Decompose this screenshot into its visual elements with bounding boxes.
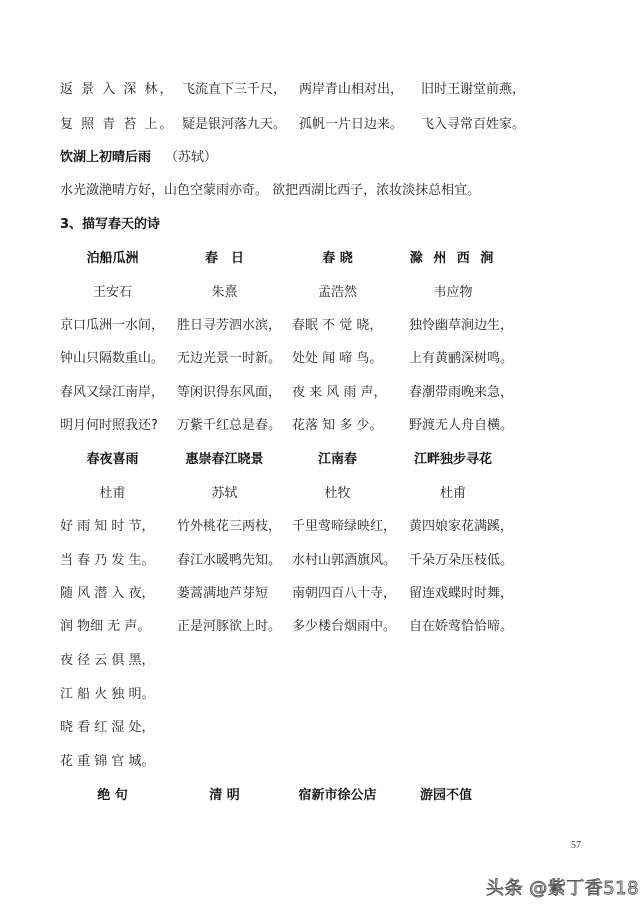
- poem-author: 杜甫: [439, 486, 466, 501]
- poem-author: 孟浩然: [317, 285, 357, 300]
- poem-line: 处处 闻 啼 鸟。: [292, 351, 383, 366]
- poem-line: 孤帆一片日边来。: [299, 117, 404, 132]
- poem-title: 江南春: [317, 452, 357, 467]
- poem-line: 旧时王谢堂前燕，: [421, 82, 526, 97]
- poem-line: 返 景 入 深 林，: [60, 82, 175, 97]
- poem-title: 惠崇春江晓景: [185, 452, 264, 467]
- poem-line: 上有黄鹂深树鸣。: [409, 351, 514, 366]
- poem-author: （苏轼）: [165, 150, 218, 165]
- poem-line: 独怜幽草涧边生，: [409, 318, 514, 333]
- poem-line: 千朵万朵压枝低。: [409, 553, 514, 568]
- poem-line: 花落 知 多 少。: [292, 418, 383, 433]
- poem-line: 春潮带雨晚来急，: [409, 385, 514, 400]
- poem-title: 饮湖上初晴后雨: [60, 150, 152, 165]
- poem-author: 王安石: [92, 285, 132, 300]
- poem-line: 润 物细 无 声。: [60, 619, 151, 634]
- poem-line: 水村山郭酒旗风。: [292, 553, 397, 568]
- poem-author: 苏轼: [211, 486, 238, 501]
- poem-line: 好 雨 知 时 节，: [60, 519, 155, 534]
- poem-line: 飞流直下三千尺，: [182, 82, 287, 97]
- poem-line: 晓 看 红 湿 处，: [60, 720, 155, 735]
- poem-title: 泊船瓜洲: [86, 251, 139, 266]
- poem-line: 春风又绿江南岸，: [60, 385, 165, 400]
- poem-line: 夜 来 风 雨 声，: [292, 385, 387, 400]
- poem-text: 水光潋滟晴方好，山色空蒙雨亦奇。 欲把西湖比西子，浓妆淡抹总相宜。: [60, 183, 481, 198]
- poem-line: 南朝四百八十寺，: [292, 586, 397, 601]
- poem-title: 宿新市徐公店: [298, 788, 377, 803]
- poem-line: 无边光景一时新。: [177, 351, 282, 366]
- section-heading: 3、描写春天的诗: [60, 217, 161, 232]
- poem-line: 当 春 乃 发 生。: [60, 553, 155, 568]
- poem-title: 绝 句: [97, 788, 128, 803]
- poem-line: 野渡无人舟自横。: [409, 418, 514, 433]
- poem-line: 留连戏蝶时时舞，: [409, 586, 514, 601]
- poem-line: 夜 径 云 俱 黑，: [60, 653, 155, 668]
- poem-heading: [60, 150, 217, 166]
- poem-author: 杜甫: [99, 486, 126, 501]
- poem-author: 杜牧: [324, 486, 351, 501]
- poem-line: 钟山只隔数重山。: [60, 351, 165, 366]
- poem-line: 两岸青山相对出，: [299, 82, 404, 97]
- poem-line: 千里莺啼绿映红，: [292, 519, 397, 534]
- poem-title: 滁 州 西 涧: [409, 251, 497, 266]
- poem-title: 游园不值: [419, 788, 472, 803]
- poem-line: 春江水暖鸭先知。: [177, 553, 282, 568]
- poem-title: 春 晓: [322, 251, 353, 266]
- poem-line: 飞入寻常百姓家。: [421, 117, 526, 132]
- poem-line: 复 照 青 苔 上。: [60, 117, 175, 132]
- poem-title: 春夜喜雨: [86, 452, 139, 467]
- poem-line: 胜日寻芳泗水滨，: [177, 318, 282, 333]
- poem-line: 明月何时照我还?: [60, 418, 158, 433]
- poem-line: 江 船 火 独 明。: [60, 687, 155, 702]
- poem-title: 清 明: [209, 788, 240, 803]
- poem-line: 春眠 不 觉 晓，: [292, 318, 383, 333]
- watermark: 头条 @紫丁香518: [486, 878, 640, 899]
- poem-line: 随 风 潜 入 夜，: [60, 586, 155, 601]
- poem-title: 江畔独步寻花: [413, 452, 492, 467]
- poem-line: 疑是银河落九天。: [182, 117, 287, 132]
- poem-line: 自在娇莺恰恰啼。: [409, 619, 514, 634]
- poem-line: 花 重 锦 官 城。: [60, 754, 155, 769]
- poem-line: 蒌蒿满地芦芽短: [177, 586, 269, 601]
- poem-line: 正是河豚欲上时。: [177, 619, 282, 634]
- poem-line: 等闲识得东风面，: [177, 385, 282, 400]
- poem-line: 多少楼台烟雨中。: [292, 619, 397, 634]
- page-number: 57: [571, 840, 581, 851]
- poem-author: 朱熹: [211, 285, 238, 300]
- poem-line: 黄四娘家花满蹊，: [409, 519, 514, 534]
- poem-title: 春 日: [204, 251, 244, 266]
- poem-line: 竹外桃花三两枝，: [177, 519, 282, 534]
- poem-line: 万紫千红总是春。: [177, 418, 282, 433]
- poem-line: 京口瓜洲一水间，: [60, 318, 165, 333]
- poem-author: 韦应物: [433, 285, 473, 300]
